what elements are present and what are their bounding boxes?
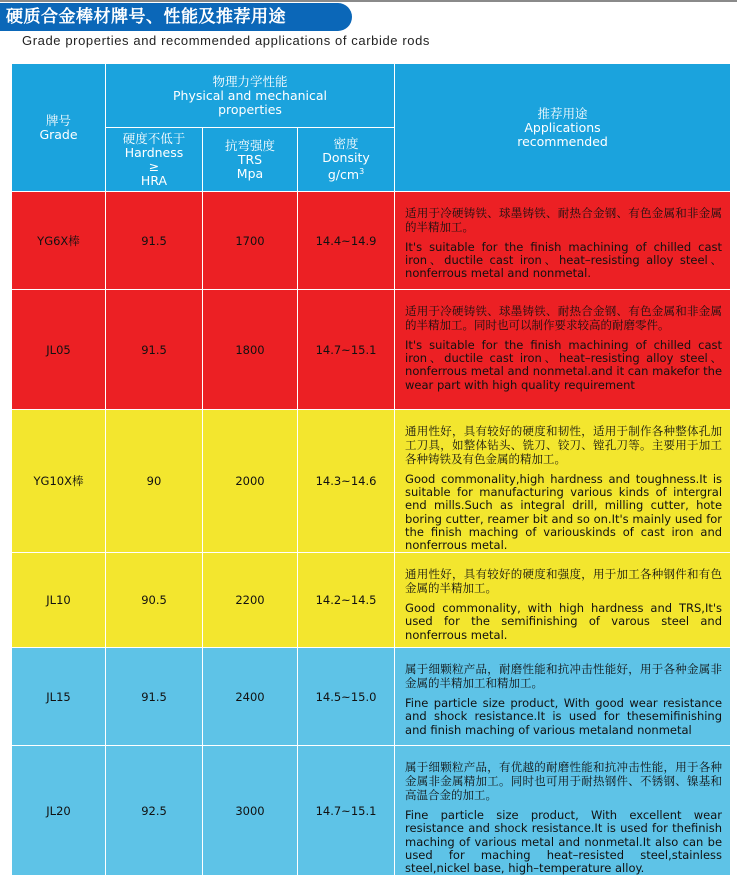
hardness-cell: 91.5 <box>106 192 203 290</box>
application-cell: 适用于冷硬铸铁、球墨铸铁、耐热合金钢、有色金属和非金属的半精加工。 It's suitable for the finish machining of chilled cast iron、ductile cast iron、heat–resisting alloy steel、nonferrous metal and nonmetal. <box>395 192 731 290</box>
trs-cell: 1800 <box>203 290 298 410</box>
applications-header: 推荐用途 Applications recommended <box>395 64 731 192</box>
table-row <box>12 553 731 648</box>
grade-cell: JL05 <box>12 290 106 410</box>
density-cell: 14.7~15.1 <box>298 746 395 876</box>
density-cell: 14.5~15.0 <box>298 648 395 746</box>
application-cell: 适用于冷硬铸铁、球墨铸铁、耐热合金钢、有色金属和非金属的半精加工。同时也可以制作要求较高的耐磨零件。 It's suitable for the finish machining of chilled cast iron、ductile cast iron、heat–resisting alloy steel、nonferrous metal and nonmetal.and it can makefor the wear part with high quality requirement <box>395 290 731 410</box>
grade-cell: JL10 <box>12 553 106 648</box>
trs-cell: 2200 <box>203 553 298 648</box>
application-cell: 属于细颗粒产品，耐磨性能和抗冲击性能好，用于各种金属非金属的半精加工和精加工。 Fine particle size product, With good wear resistance and shock resistance.It is used for thesemifinishing and finish maching of various metaland nonmetal <box>395 648 731 746</box>
grade-properties-table <box>11 63 731 876</box>
grade-cell: JL20 <box>12 746 106 876</box>
hardness-cell: 90 <box>106 410 203 553</box>
density-header: 密度 Donsity $g/cm^3$ <box>298 128 395 192</box>
table-row <box>12 192 731 290</box>
page-title: 硬质合金棒材牌号、性能及推荐用途 <box>0 3 352 31</box>
grade-cell: YG10X棒 <box>12 410 106 553</box>
density-cell: 14.2~14.5 <box>298 553 395 648</box>
application-cell: 属于细颗粒产品，有优越的耐磨性能和抗冲击性能，用于各种金属非金属精加工。同时也可用于耐热钢件、不锈钢、镍基和高温合金的加工。 Fine particle size product, With excellent wear resistance and shock resistance.It is used for thefinish maching of various metal and nonmetal.It also can be used for maching heat–resisted steel,stainless steel,nickel base, high–temperature alloy. <box>395 746 731 876</box>
table-row <box>12 410 731 553</box>
grade-cell: JL15 <box>12 648 106 746</box>
trs-header: 抗弯强度 TRS Mpa <box>203 128 298 192</box>
density-cell: 14.3~14.6 <box>298 410 395 553</box>
physical-properties-header: 物理力学性能 Physical and mechanical properties <box>106 64 395 128</box>
hardness-cell: 91.5 <box>106 648 203 746</box>
hardness-cell: 92.5 <box>106 746 203 876</box>
table-row <box>12 746 731 876</box>
grade-header: 牌号 Grade <box>12 64 106 192</box>
hardness-cell: 90.5 <box>106 553 203 648</box>
application-cell: 通用性好，具有较好的硬度和韧性，适用于制作各种整体孔加工刀具，如整体钻头、铣刀、铰刀、镗孔刀等。主要用于加工各种铸铁及有色金属的精加工。 Good commonality,high hardness and toughness.It is suitable for manufacturing various kinds of intergral end mills.Such as integral drill, milling cutter, hote boring cutter, reamer bit and so on.It's mainly used for the finish maching of variouskinds of cast iron and nonferrous metal. <box>395 410 731 553</box>
hardness-header: 硬度不低于 Hardness ≥ HRA <box>106 128 203 192</box>
trs-cell: 2000 <box>203 410 298 553</box>
application-cell: 通用性好，具有较好的硬度和强度，用于加工各种钢件和有色金属的半精加工。 Good commonality, with high hardness and TRS,It's used for the semifinishing of varous steel and nonferrous metal. <box>395 553 731 648</box>
grade-cell: YG6X棒 <box>12 192 106 290</box>
trs-cell: 1700 <box>203 192 298 290</box>
trs-cell: 2400 <box>203 648 298 746</box>
page-subtitle: Grade properties and recommended applications of carbide rods <box>22 33 431 48</box>
table-row <box>12 290 731 410</box>
trs-cell: 3000 <box>203 746 298 876</box>
density-cell: 14.4~14.9 <box>298 192 395 290</box>
density-cell: 14.7~15.1 <box>298 290 395 410</box>
table-row <box>12 648 731 746</box>
top-divider <box>0 0 737 2</box>
hardness-cell: 91.5 <box>106 290 203 410</box>
